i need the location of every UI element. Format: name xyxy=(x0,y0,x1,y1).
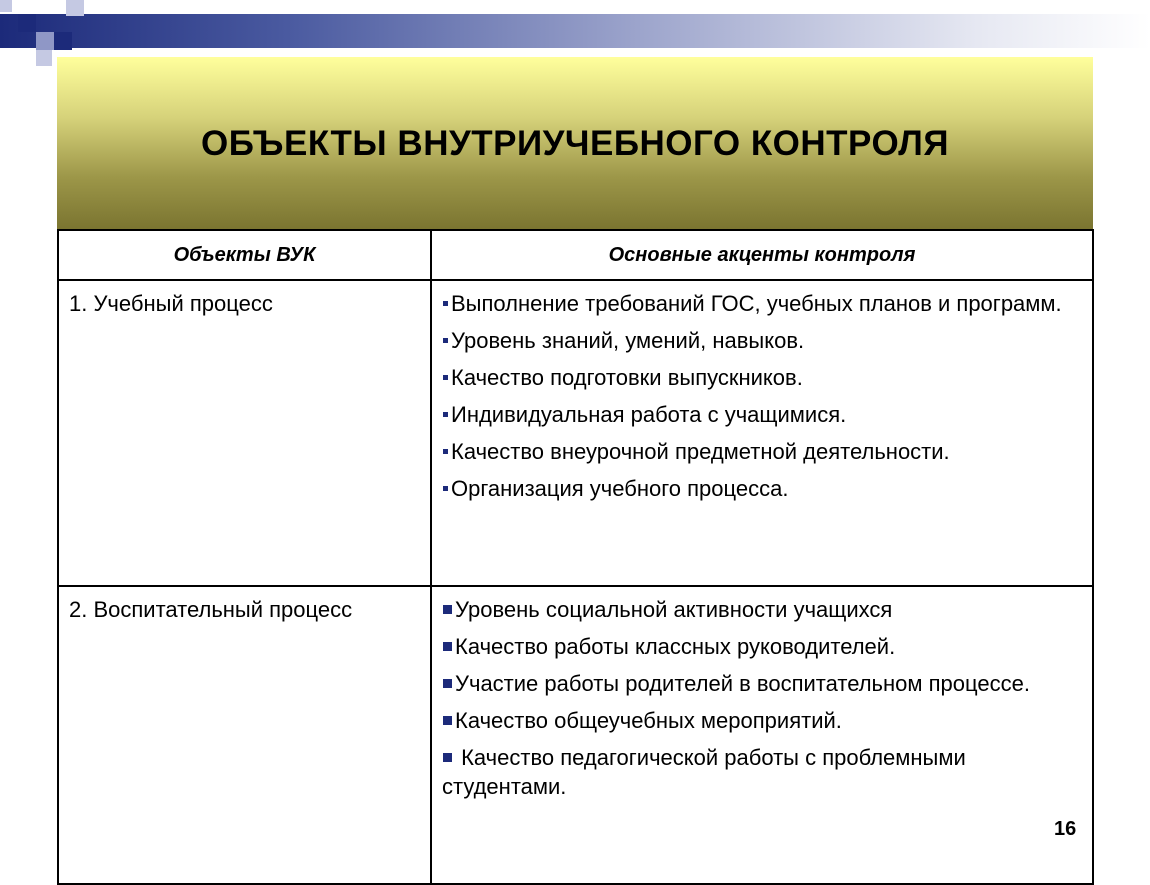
square-bullet-icon xyxy=(443,679,452,688)
square-bullet-icon xyxy=(443,605,452,614)
decor-square xyxy=(0,0,12,12)
title-banner xyxy=(57,57,1093,230)
decor-square xyxy=(66,0,84,16)
list-item: Качество работы классных руководителей. xyxy=(442,632,1062,661)
list-item: Качество педагогической работы с проблемными студентами. xyxy=(442,745,966,799)
list-item: Качество общеучебных мероприятий. xyxy=(442,706,1062,735)
square-bullet-icon xyxy=(443,486,448,491)
square-bullet-icon xyxy=(443,338,448,343)
decor-square xyxy=(18,14,36,32)
object-cell: 1. Учебный процесс xyxy=(58,280,431,586)
header-gradient-bar xyxy=(0,14,1150,48)
list-item: Индивидуальная работа с учащимися. xyxy=(442,400,1062,429)
table-header-row xyxy=(58,230,1093,280)
page-number: 16 xyxy=(1054,818,1077,840)
list-item: Качество подготовки выпускников. xyxy=(442,363,1062,392)
slide-title: ОБЪЕКТЫ ВНУТРИУЧЕБНОГО КОНТРОЛЯ xyxy=(200,123,950,163)
accents-cell xyxy=(431,280,1093,586)
square-bullet-icon xyxy=(443,753,452,762)
list-item: Организация учебного процесса. xyxy=(442,474,1062,503)
table-row xyxy=(58,586,1093,884)
list-item: Уровень знаний, умений, навыков. xyxy=(442,326,1062,355)
square-bullet-icon xyxy=(443,375,448,380)
square-bullet-icon xyxy=(443,716,452,725)
control-objects-table xyxy=(57,229,1094,885)
list-item: Качество внеурочной предметной деятельности. xyxy=(442,437,1062,466)
table-row xyxy=(58,280,1093,586)
decor-square xyxy=(36,50,52,66)
square-bullet-icon xyxy=(443,642,452,651)
list-item: Выполнение требований ГОС, учебных планов и программ. xyxy=(442,289,1062,318)
header-accents: Основные акценты контроля xyxy=(431,230,1093,280)
header-objects: Объекты ВУК xyxy=(58,230,431,280)
list-item: Уровень социальной активности учащихся xyxy=(442,595,1062,624)
square-bullet-icon xyxy=(443,449,448,454)
decor-square xyxy=(54,32,72,50)
object-cell: 2. Воспитательный процесс xyxy=(58,586,431,884)
square-bullet-icon xyxy=(443,301,448,306)
accents-cell xyxy=(431,586,1093,884)
decor-square xyxy=(36,32,54,50)
list-item: Участие работы родителей в воспитательном процессе. xyxy=(442,669,1062,698)
square-bullet-icon xyxy=(443,412,448,417)
